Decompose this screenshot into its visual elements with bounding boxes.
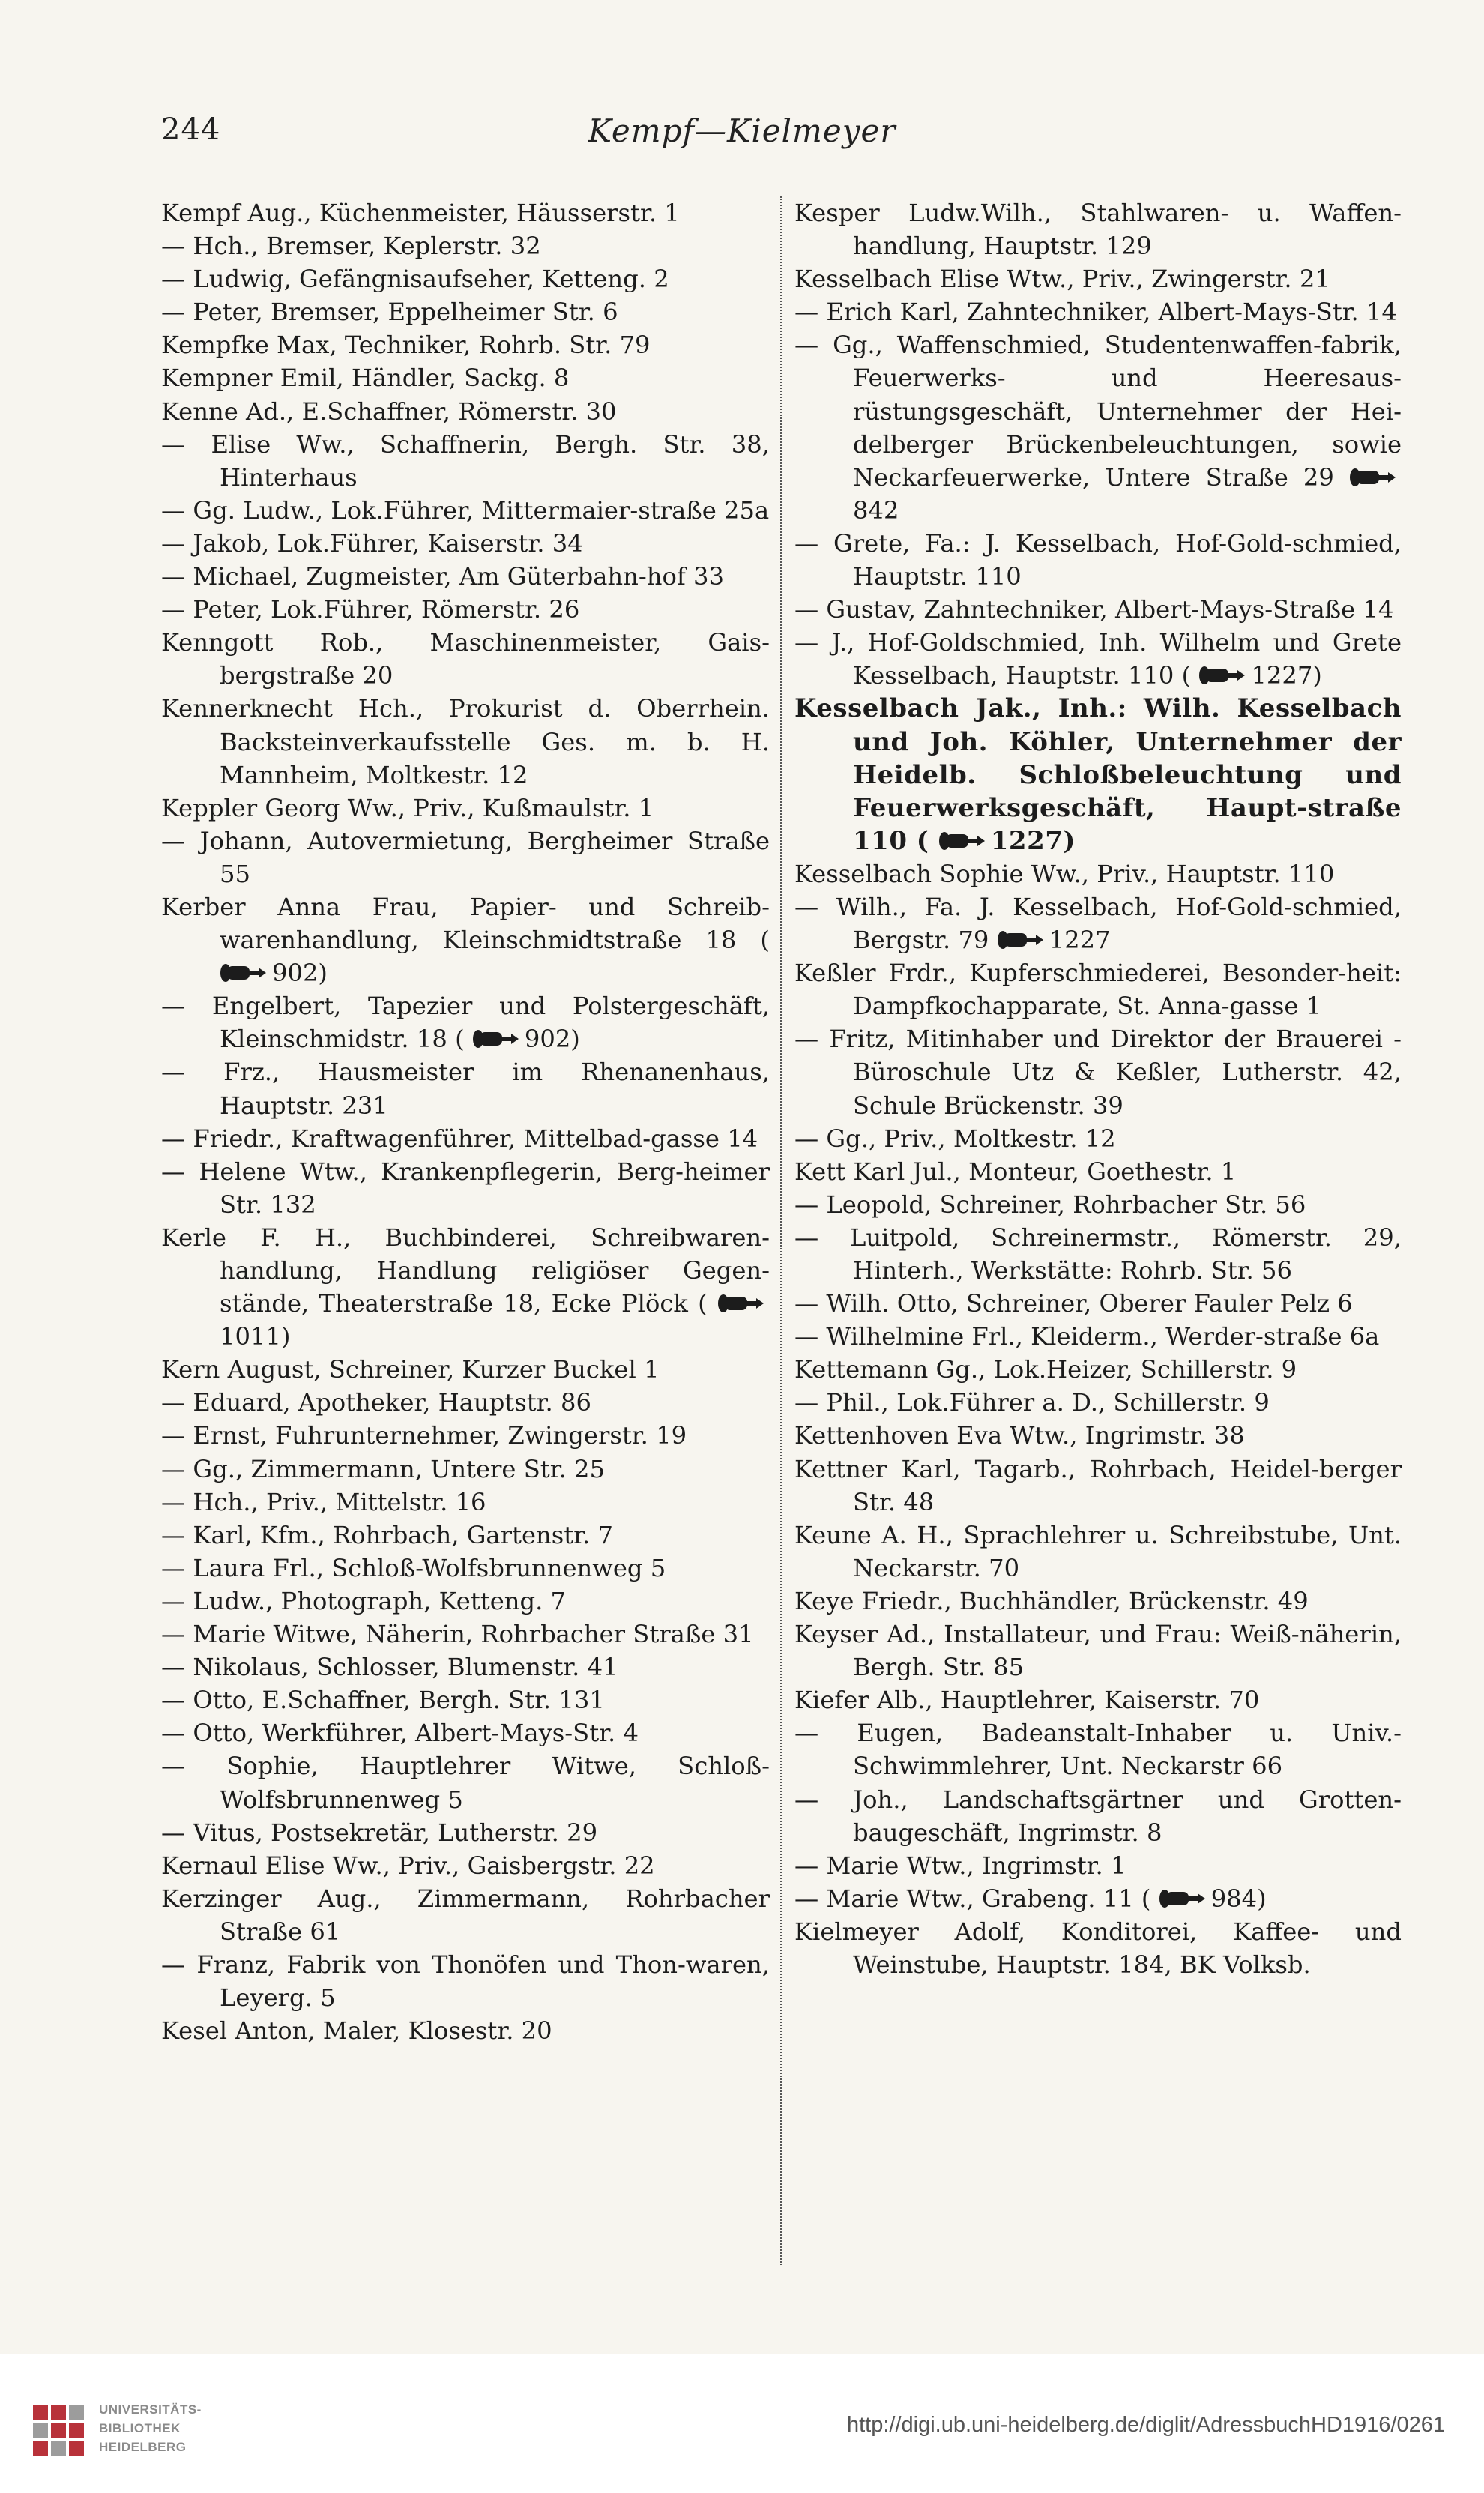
entry-text: Kettemann Gg., Lok.Heizer, Schillerstr. 9: [794, 1355, 1297, 1384]
directory-entry: [794, 1386, 1402, 1419]
directory-entry: [161, 295, 770, 328]
entry-text: — Karl, Kfm., Rohrbach, Gartenstr. 7: [161, 1520, 613, 1549]
entry-text: — Jakob, Lok.Führer, Kaiserstr. 34: [161, 528, 583, 558]
entry-text: — Grete, Fa.: J. Kesselbach, Hof-Gold-schmied, Hauptstr. 110: [794, 528, 1402, 591]
phone-number: 902): [272, 959, 328, 988]
directory-entry: [161, 494, 770, 527]
column-divider: [780, 196, 782, 2265]
phone-number: 1227): [990, 825, 1076, 856]
entry-text: — Eduard, Apotheker, Hauptstr. 86: [161, 1388, 591, 1417]
entry-text: — J., Hof-Goldschmied, Inh. Wilhelm und Grete Kesselbach, Hauptstr. 110 (: [794, 628, 1402, 690]
entry-text: — Michael, Zugmeister, Am Güterbahn-hof 33: [161, 562, 724, 591]
directory-entry: [794, 626, 1402, 692]
phone-number: 902): [524, 1025, 580, 1054]
entry-text: — Wilhelmine Frl., Kleiderm., Werder-straße 6a: [794, 1322, 1380, 1351]
entry-text: — Wilh., Fa. J. Kesselbach, Hof-Gold-schmied, Bergstr. 79: [794, 892, 1402, 955]
entry-text: Kennerknecht Hch., Prokurist d. Oberrhein. Backsteinverkaufsstelle Ges. m. b. H. Mannheim, Moltkestr. 12: [161, 694, 770, 789]
entry-text: — Elise Ww., Schaffnerin, Bergh. Str. 38, Hinterhaus: [161, 429, 770, 492]
entry-text: — Laura Frl., Schloß-Wolfsbrunnenweg 5: [161, 1553, 666, 1582]
directory-entry: [794, 956, 1402, 1022]
entry-text: — Franz, Fabrik von Thonöfen und Thon-waren, Leyerg. 5: [161, 1950, 770, 2013]
entry-text: — Gg., Zimmermann, Untere Str. 25: [161, 1454, 605, 1483]
entry-text: — Luitpold, Schreinermstr., Römerstr. 29, Hinterh., Werkstätte: Rohrb. Str. 56: [794, 1223, 1402, 1285]
directory-entry: [161, 1386, 770, 1419]
directory-entry: [161, 328, 770, 361]
telephone-icon: [1198, 664, 1245, 687]
directory-entry: [794, 692, 1402, 857]
source-url-link[interactable]: http://digi.ub.uni-heidelberg.de/diglit/AdressbuchHD1916/0261: [846, 2413, 1445, 2437]
entry-text: Kernaul Elise Ww., Priv., Gaisbergstr. 22: [161, 1851, 655, 1880]
right-column: [794, 196, 1402, 1981]
entry-text: — Otto, E.Schaffner, Bergh. Str. 131: [161, 1686, 605, 1715]
phone-number: 1227: [1049, 926, 1111, 955]
entry-text: — Johann, Autovermietung, Bergheimer Straße 55: [161, 826, 770, 888]
directory-entry: [161, 1486, 770, 1519]
entry-text: — Helene Wtw., Krankenpflegerin, Berg-heimer Str. 132: [161, 1157, 770, 1219]
directory-entry: [794, 1915, 1402, 1981]
directory-entry: [794, 1716, 1402, 1782]
directory-entry: [794, 1022, 1402, 1121]
directory-entry: [161, 2014, 770, 2047]
phone-number: 1227): [1251, 661, 1322, 690]
directory-entry: [161, 1155, 770, 1221]
entry-text: — Eugen, Badeanstalt-Inhaber u. Univ.-Schwimmlehrer, Unt. Neckarstr 66: [794, 1719, 1402, 1781]
directory-entry: [794, 1320, 1402, 1353]
directory-entry: [161, 1353, 770, 1386]
entry-text: Kenne Ad., E.Schaffner, Römerstr. 30: [161, 397, 617, 426]
entry-text: — Nikolaus, Schlosser, Blumenstr. 41: [161, 1653, 618, 1682]
directory-entry: [161, 361, 770, 394]
directory-entry: [794, 1188, 1402, 1221]
telephone-icon: [938, 830, 985, 852]
phone-number: 842: [853, 495, 899, 525]
entry-text: Keye Friedr., Buchhändler, Brückenstr. 49: [794, 1586, 1309, 1615]
entry-text: Kettner Karl, Tagarb., Rohrbach, Heidel-berger Str. 48: [794, 1454, 1402, 1516]
directory-entry: [161, 1419, 770, 1452]
directory-entry: [161, 527, 770, 560]
directory-entry: [161, 1122, 770, 1155]
directory-entry: [161, 395, 770, 428]
entry-text: Kenngott Rob., Maschinenmeister, Gais-bergstraße 20: [161, 628, 770, 690]
entry-text: Keppler Georg Ww., Priv., Kußmaulstr. 1: [161, 793, 654, 822]
entry-text: Keyser Ad., Installateur, und Frau: Weiß-näherin, Bergh. Str. 85: [794, 1620, 1402, 1682]
entry-text: — Frz., Hausmeister im Rhenanenhaus, Hauptstr. 231: [161, 1058, 770, 1120]
entry-text: Kesper Ludw.Wilh., Stahlwaren- u. Waffen-handlung, Hauptstr. 129: [794, 199, 1402, 261]
directory-entry: [161, 428, 770, 494]
directory-entry: [794, 328, 1402, 527]
directory-entry: [161, 196, 770, 229]
entry-text: Kesselbach Elise Wtw., Priv., Zwingerstr. 21: [794, 265, 1330, 294]
directory-entry: [794, 527, 1402, 593]
entry-text: Kempf Aug., Küchenmeister, Häusserstr. 1: [161, 199, 680, 227]
library-logo[interactable]: [30, 2396, 225, 2463]
entry-text: — Sophie, Hauptlehrer Witwe, Schloß-Wolfsbrunnenweg 5: [161, 1752, 770, 1814]
directory-entry: [161, 262, 770, 295]
entry-text: Keune A. H., Sprachlehrer u. Schreibstube, Unt. Neckarstr. 70: [794, 1520, 1402, 1582]
directory-entry: [794, 1155, 1402, 1188]
entry-text: — Otto, Werkführer, Albert-Mays-Str. 4: [161, 1719, 639, 1748]
directory-entry: [794, 890, 1402, 956]
directory-entry: [794, 1783, 1402, 1849]
entry-text: Kettenhoven Eva Wtw., Ingrimstr. 38: [794, 1421, 1245, 1450]
entry-text: Kett Karl Jul., Monteur, Goethestr. 1: [794, 1157, 1237, 1186]
library-name: UNIVERSITÄTS- BIBLIOTHEK HEIDELBERG: [99, 2402, 202, 2454]
entry-text: — Gg. Ludw., Lok.Führer, Mittermaier-straße 25a: [161, 495, 770, 525]
telephone-icon: [1349, 466, 1396, 489]
directory-entry: [161, 1055, 770, 1121]
entry-text: — Gg., Waffenschmied, Studentenwaffen-fabrik, Feuerwerks- und Heeresaus-rüstungsgeschäft, Unternehmer der Hei-delberger Brückenbeleuchtungen, sowie Neckarfeuerwerke, Untere Straße 29: [794, 331, 1402, 492]
directory-entry: [161, 1716, 770, 1749]
directory-entry: [161, 692, 770, 791]
entry-text: — Leopold, Schreiner, Rohrbacher Str. 56: [794, 1190, 1306, 1219]
directory-entry: [794, 1419, 1402, 1452]
directory-entry: [161, 1519, 770, 1552]
directory-entry: [794, 1221, 1402, 1287]
directory-entry: [161, 1882, 770, 1948]
entry-text: Kerle F. H., Buchbinderei, Schreibwaren-handlung, Handlung religiöser Gegen-stände, Theaterstraße 18, Ecke Plöck (: [161, 1223, 770, 1318]
entry-text: — Ludwig, Gefängnisaufseher, Ketteng. 2: [161, 265, 669, 294]
entry-text: — Marie Wtw., Ingrimstr. 1: [794, 1851, 1126, 1880]
library-seal-icon: [30, 2402, 86, 2458]
directory-entry: [161, 626, 770, 692]
directory-entry: [794, 857, 1402, 890]
directory-entry: [161, 1816, 770, 1849]
directory-entry: [161, 890, 770, 989]
entry-text: — Wilh. Otto, Schreiner, Oberer Fauler Pelz 6: [794, 1289, 1353, 1318]
directory-entry: [794, 1585, 1402, 1618]
entry-text: Kesselbach Jak., Inh.: Wilh. Kesselbach und Joh. Köhler, Unternehmer der Heidelb. Schloßbeleuchtung und Feuerwerksgeschäft, Haupt-straße 110 (: [794, 693, 1402, 856]
entry-text: Kempfke Max, Techniker, Rohrb. Str. 79: [161, 331, 651, 360]
directory-entry: [161, 825, 770, 890]
directory-entry: [161, 1749, 770, 1815]
directory-entry: [161, 1683, 770, 1716]
directory-entry: [161, 1948, 770, 2014]
running-head: [0, 112, 1484, 165]
telephone-icon: [220, 962, 266, 984]
entry-text: Kerzinger Aug., Zimmermann, Rohrbacher Straße 61: [161, 1884, 770, 1946]
entry-text: Kielmeyer Adolf, Konditorei, Kaffee- und Weinstube, Hauptstr. 184, BK Volksb.: [794, 1917, 1402, 1979]
footer: [0, 2354, 1484, 2493]
directory-entry: [794, 295, 1402, 328]
directory-entry: [794, 1519, 1402, 1585]
left-column: [161, 196, 770, 2047]
page-title: Kempf—Kielmeyer: [588, 112, 896, 149]
directory-entry: [794, 1122, 1402, 1155]
directory-entry: [161, 1552, 770, 1585]
directory-entry: [794, 1882, 1402, 1915]
directory-entry: [161, 1585, 770, 1618]
directory-entry: [161, 560, 770, 593]
directory-entry: [794, 1849, 1402, 1882]
directory-entry: [161, 229, 770, 262]
directory-entry: [794, 593, 1402, 626]
directory-entry: [161, 1618, 770, 1651]
entry-text: — Erich Karl, Zahntechniker, Albert-Mays-Str. 14: [794, 298, 1397, 327]
entry-text: — Ludw., Photograph, Ketteng. 7: [161, 1586, 567, 1615]
entry-text: Kempner Emil, Händler, Sackg. 8: [161, 364, 570, 393]
entry-text: — Fritz, Mitinhaber und Direktor der Brauerei - Büroschule Utz & Keßler, Lutherstr. 42, Schule Brückenstr. 39: [794, 1025, 1402, 1120]
entry-text: — Phil., Lok.Führer a. D., Schillerstr. 9: [794, 1388, 1270, 1417]
directory-entry: [161, 1849, 770, 1882]
directory-entry: [794, 1453, 1402, 1519]
entry-text: — Vitus, Postsekretär, Lutherstr. 29: [161, 1818, 598, 1847]
telephone-icon: [717, 1292, 764, 1315]
directory-entry: [161, 989, 770, 1055]
directory-entry: [161, 593, 770, 626]
entry-text: Kerber Anna Frau, Papier- und Schreib-warenhandlung, Kleinschmidtstraße 18 (: [161, 892, 770, 955]
telephone-icon: [997, 929, 1043, 951]
entry-text: — Peter, Lok.Führer, Römerstr. 26: [161, 595, 580, 624]
entry-text: — Friedr., Kraftwagenführer, Mittelbad-gasse 14: [161, 1124, 758, 1153]
entry-text: — Engelbert, Tapezier und Polstergeschäft, Kleinschmidstr. 18 (: [161, 992, 770, 1054]
directory-entry: [794, 196, 1402, 262]
page-number: 244: [161, 112, 221, 147]
directory-entry: [161, 1453, 770, 1486]
telephone-icon: [1159, 1887, 1205, 1910]
directory-entry: [161, 1221, 770, 1353]
directory-entry: [794, 1683, 1402, 1716]
entry-text: — Gustav, Zahntechniker, Albert-Mays-Straße 14: [794, 595, 1394, 624]
entry-text: Kesselbach Sophie Ww., Priv., Hauptstr. 110: [794, 859, 1335, 888]
directory-entry: [794, 1353, 1402, 1386]
entry-text: — Marie Wtw., Grabeng. 11 (: [794, 1884, 1151, 1913]
entry-text: — Hch., Bremser, Keplerstr. 32: [161, 232, 541, 261]
entry-text: Kiefer Alb., Hauptlehrer, Kaiserstr. 70: [794, 1686, 1260, 1715]
entry-text: — Hch., Priv., Mittelstr. 16: [161, 1487, 486, 1516]
directory-entry: [161, 1651, 770, 1683]
entry-text: — Joh., Landschaftsgärtner und Grotten-baugeschäft, Ingrimstr. 8: [794, 1785, 1402, 1847]
telephone-icon: [472, 1028, 519, 1050]
phone-number: 1011): [220, 1322, 291, 1351]
entry-text: Keßler Frdr., Kupferschmiederei, Besonder-heit: Dampfkochapparate, St. Anna-gasse 1: [794, 959, 1402, 1021]
directory-entry: [794, 1618, 1402, 1683]
entry-text: — Gg., Priv., Moltkestr. 12: [794, 1124, 1116, 1153]
directory-entry: [794, 262, 1402, 295]
directory-entry: [161, 792, 770, 825]
entry-text: — Peter, Bremser, Eppelheimer Str. 6: [161, 298, 618, 327]
phone-number: 984): [1210, 1884, 1267, 1913]
entry-text: — Ernst, Fuhrunternehmer, Zwingerstr. 19: [161, 1421, 687, 1450]
entry-text: — Marie Witwe, Näherin, Rohrbacher Straße 31: [161, 1620, 754, 1649]
directory-entry: [794, 1287, 1402, 1320]
entry-text: Kesel Anton, Maler, Klosestr. 20: [161, 2016, 552, 2046]
entry-text: Kern August, Schreiner, Kurzer Buckel 1: [161, 1355, 660, 1384]
